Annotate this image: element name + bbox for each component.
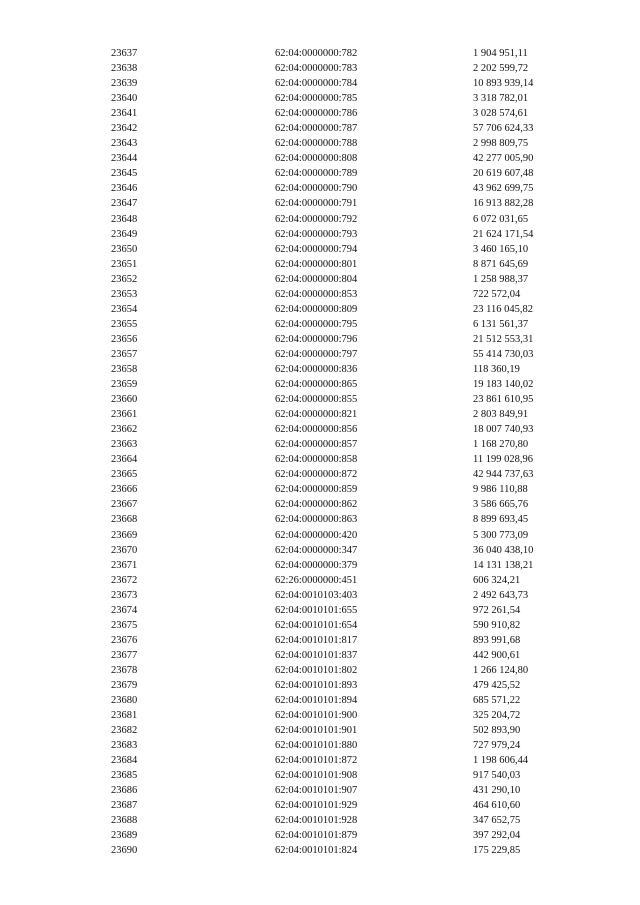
cadastral-number: 62:04:0000000:801 [275, 258, 358, 270]
cadastral-number: 62:04:0000000:836 [275, 363, 358, 375]
table-row [0, 212, 640, 227]
table-row [0, 543, 640, 558]
cadastral-value: 442 900,61 [473, 649, 521, 661]
row-number: 23690 [111, 845, 138, 857]
table-row [0, 828, 640, 843]
table-row [0, 723, 640, 738]
cadastral-value: 1 266 124,80 [473, 664, 529, 676]
cadastral-number: 62:04:0000000:796 [275, 333, 358, 345]
cadastral-number: 62:04:0000000:797 [275, 348, 358, 360]
cadastral-number: 62:04:0000000:379 [275, 559, 358, 571]
row-number: 23675 [111, 619, 138, 631]
row-number: 23679 [111, 679, 138, 691]
cadastral-number: 62:04:0000000:789 [275, 168, 358, 180]
cadastral-value: 590 910,82 [473, 619, 521, 631]
row-number: 23673 [111, 589, 138, 601]
cadastral-value: 23 861 610,95 [473, 394, 534, 406]
cadastral-number: 62:04:0010101:879 [275, 830, 358, 842]
cadastral-value: 6 072 031,65 [473, 213, 529, 225]
row-number: 23681 [111, 710, 138, 722]
row-number: 23650 [111, 243, 138, 255]
row-number: 23674 [111, 604, 138, 616]
cadastral-number: 62:04:0000000:791 [275, 198, 358, 210]
row-number: 23671 [111, 559, 138, 571]
table-row [0, 257, 640, 272]
cadastral-number: 62:04:0000000:785 [275, 93, 358, 105]
cadastral-number: 62:04:0000000:786 [275, 108, 358, 120]
table-row [0, 121, 640, 136]
table-row [0, 317, 640, 332]
cadastral-number: 62:04:0000000:787 [275, 123, 358, 135]
row-number: 23664 [111, 454, 138, 466]
cadastral-number: 62:04:0010101:929 [275, 800, 358, 812]
cadastral-value: 21 624 171,54 [473, 228, 534, 240]
cadastral-value: 685 571,22 [473, 695, 521, 707]
row-number: 23641 [111, 108, 138, 120]
cadastral-number: 62:04:0000000:783 [275, 63, 358, 75]
data-table [0, 46, 640, 859]
cadastral-value: 118 360,19 [473, 363, 520, 375]
table-row [0, 783, 640, 798]
table-row [0, 151, 640, 166]
table-row [0, 136, 640, 151]
cadastral-number: 62:04:0010101:907 [275, 785, 358, 797]
cadastral-number: 62:04:0000000:782 [275, 48, 358, 59]
row-number: 23684 [111, 755, 138, 767]
cadastral-value: 1 258 988,37 [473, 273, 529, 285]
row-number: 23668 [111, 514, 138, 526]
row-number: 23687 [111, 800, 138, 812]
cadastral-value: 502 893,90 [473, 725, 521, 737]
table-row [0, 272, 640, 287]
table-row [0, 648, 640, 663]
row-number: 23654 [111, 303, 138, 315]
row-number: 23655 [111, 318, 138, 330]
table-row [0, 392, 640, 407]
cadastral-value: 8 899 693,45 [473, 514, 529, 526]
cadastral-number: 62:04:0000000:792 [275, 213, 358, 225]
cadastral-value: 722 572,04 [473, 288, 521, 300]
row-number: 23688 [111, 815, 138, 827]
row-number: 23637 [111, 48, 138, 59]
cadastral-number: 62:04:0000000:784 [275, 78, 358, 90]
row-number: 23653 [111, 288, 138, 300]
cadastral-number: 62:04:0010101:894 [275, 695, 358, 707]
cadastral-value: 2 202 599,72 [473, 63, 529, 75]
row-number: 23660 [111, 394, 138, 406]
table-row [0, 497, 640, 512]
table-row [0, 362, 640, 377]
table-row [0, 843, 640, 858]
cadastral-value: 347 652,75 [473, 815, 521, 827]
table-row [0, 738, 640, 753]
cadastral-number: 62:04:0000000:856 [275, 424, 358, 436]
table-row [0, 452, 640, 467]
cadastral-value: 42 277 005,90 [473, 153, 534, 165]
table-row [0, 242, 640, 257]
cadastral-number: 62:04:0010101:880 [275, 740, 358, 752]
row-number: 23686 [111, 785, 138, 797]
row-number: 23652 [111, 273, 138, 285]
cadastral-value: 3 460 165,10 [473, 243, 529, 255]
cadastral-value: 325 204,72 [473, 710, 521, 722]
row-number: 23680 [111, 695, 138, 707]
cadastral-value: 16 913 882,28 [473, 198, 534, 210]
cadastral-number: 62:04:0010101:837 [275, 649, 358, 661]
table-row [0, 573, 640, 588]
row-number: 23658 [111, 363, 138, 375]
cadastral-number: 62:04:0000000:347 [275, 544, 358, 556]
table-row [0, 302, 640, 317]
row-number: 23677 [111, 649, 138, 661]
table-row [0, 768, 640, 783]
table-row [0, 753, 640, 768]
table-row [0, 693, 640, 708]
row-number: 23667 [111, 499, 138, 511]
cadastral-value: 42 944 737,63 [473, 469, 534, 481]
table-row [0, 588, 640, 603]
row-number: 23661 [111, 409, 138, 421]
table-row [0, 181, 640, 196]
row-number: 23656 [111, 333, 138, 345]
cadastral-number: 62:04:0000000:859 [275, 484, 358, 496]
table-row [0, 422, 640, 437]
cadastral-number: 62:04:0000000:804 [275, 273, 358, 285]
cadastral-number: 62:04:0000000:872 [275, 469, 358, 481]
table-row [0, 633, 640, 648]
table-row [0, 91, 640, 106]
cadastral-number: 62:04:0010101:817 [275, 634, 358, 646]
cadastral-value: 11 199 028,96 [473, 454, 533, 466]
cadastral-number: 62:04:0010101:872 [275, 755, 358, 767]
cadastral-number: 62:04:0010101:654 [275, 619, 358, 631]
row-number: 23647 [111, 198, 138, 210]
cadastral-number: 62:04:0000000:853 [275, 288, 358, 300]
row-number: 23640 [111, 93, 138, 105]
cadastral-number: 62:04:0000000:793 [275, 228, 358, 240]
cadastral-value: 55 414 730,03 [473, 348, 534, 360]
cadastral-value: 10 893 939,14 [473, 78, 534, 90]
row-number: 23669 [111, 529, 138, 541]
cadastral-value: 23 116 045,82 [473, 303, 533, 315]
row-number: 23666 [111, 484, 138, 496]
cadastral-value: 2 803 849,91 [473, 409, 529, 421]
table-row [0, 558, 640, 573]
table-row [0, 467, 640, 482]
cadastral-value: 18 007 740,93 [473, 424, 534, 436]
cadastral-value: 917 540,03 [473, 770, 521, 782]
cadastral-value: 1 904 951,11 [473, 48, 528, 59]
cadastral-value: 397 292,04 [473, 830, 521, 842]
cadastral-number: 62:04:0000000:821 [275, 409, 358, 421]
row-number: 23648 [111, 213, 138, 225]
cadastral-number: 62:04:0000000:794 [275, 243, 358, 255]
table-row [0, 227, 640, 242]
cadastral-value: 1 168 270,80 [473, 439, 529, 451]
cadastral-number: 62:04:0000000:858 [275, 454, 358, 466]
cadastral-number: 62:04:0010101:908 [275, 770, 358, 782]
table-row [0, 482, 640, 497]
row-number: 23682 [111, 725, 138, 737]
row-number: 23683 [111, 740, 138, 752]
cadastral-value: 19 183 140,02 [473, 379, 534, 391]
table-row [0, 407, 640, 422]
cadastral-value: 893 991,68 [473, 634, 521, 646]
cadastral-number: 62:04:0000000:855 [275, 394, 358, 406]
cadastral-number: 62:04:0000000:863 [275, 514, 358, 526]
row-number: 23662 [111, 424, 138, 436]
cadastral-number: 62:04:0000000:790 [275, 183, 358, 195]
table-row [0, 437, 640, 452]
table-row [0, 46, 640, 61]
cadastral-number: 62:04:0000000:808 [275, 153, 358, 165]
cadastral-number: 62:04:0010101:893 [275, 679, 358, 691]
cadastral-value: 3 586 665,76 [473, 499, 529, 511]
cadastral-number: 62:26:0000000:451 [275, 574, 358, 586]
cadastral-number: 62:04:0010101:900 [275, 710, 358, 722]
cadastral-number: 62:04:0010101:928 [275, 815, 358, 827]
table-row [0, 347, 640, 362]
row-number: 23639 [111, 78, 138, 90]
cadastral-value: 175 229,85 [473, 845, 521, 857]
cadastral-number: 62:04:0010103:403 [275, 589, 358, 601]
row-number: 23643 [111, 138, 138, 150]
row-number: 23672 [111, 574, 138, 586]
cadastral-value: 431 290,10 [473, 785, 521, 797]
cadastral-value: 464 610,60 [473, 800, 521, 812]
row-number: 23657 [111, 348, 138, 360]
cadastral-number: 62:04:0010101:824 [275, 845, 358, 857]
cadastral-number: 62:04:0000000:795 [275, 318, 358, 330]
cadastral-value: 14 131 138,21 [473, 559, 534, 571]
cadastral-number: 62:04:0000000:788 [275, 138, 358, 150]
cadastral-value: 20 619 607,48 [473, 168, 534, 180]
table-row [0, 798, 640, 813]
table-row [0, 106, 640, 121]
table-row [0, 196, 640, 211]
row-number: 23642 [111, 123, 138, 135]
table-row [0, 287, 640, 302]
table-row [0, 377, 640, 392]
table-row [0, 76, 640, 91]
table-row [0, 813, 640, 828]
table-row [0, 166, 640, 181]
row-number: 23663 [111, 439, 138, 451]
cadastral-value: 5 300 773,09 [473, 529, 529, 541]
cadastral-value: 36 040 438,10 [473, 544, 534, 556]
table-row [0, 618, 640, 633]
table-row [0, 663, 640, 678]
cadastral-number: 62:04:0000000:862 [275, 499, 358, 511]
cadastral-value: 43 962 699,75 [473, 183, 534, 195]
cadastral-value: 3 318 782,01 [473, 93, 529, 105]
row-number: 23651 [111, 258, 138, 270]
cadastral-value: 8 871 645,69 [473, 258, 529, 270]
table-row [0, 678, 640, 693]
table-row [0, 61, 640, 76]
cadastral-value: 6 131 561,37 [473, 318, 529, 330]
row-number: 23645 [111, 168, 138, 180]
row-number: 23670 [111, 544, 138, 556]
row-number: 23659 [111, 379, 138, 391]
row-number: 23689 [111, 830, 138, 842]
row-number: 23665 [111, 469, 138, 481]
table-row [0, 603, 640, 618]
row-number: 23685 [111, 770, 138, 782]
cadastral-value: 9 986 110,88 [473, 484, 528, 496]
table-row [0, 708, 640, 723]
cadastral-value: 606 324,21 [473, 574, 521, 586]
cadastral-number: 62:04:0010101:802 [275, 664, 358, 676]
row-number: 23638 [111, 63, 138, 75]
cadastral-value: 2 492 643,73 [473, 589, 529, 601]
cadastral-value: 2 998 809,75 [473, 138, 529, 150]
cadastral-value: 3 028 574,61 [473, 108, 529, 120]
cadastral-value: 1 198 606,44 [473, 755, 529, 767]
row-number: 23678 [111, 664, 138, 676]
table-row [0, 512, 640, 527]
cadastral-value: 21 512 553,31 [473, 333, 534, 345]
cadastral-number: 62:04:0010101:901 [275, 725, 358, 737]
row-number: 23676 [111, 634, 138, 646]
row-number: 23649 [111, 228, 138, 240]
table-row [0, 528, 640, 543]
cadastral-number: 62:04:0000000:809 [275, 303, 358, 315]
cadastral-number: 62:04:0000000:865 [275, 379, 358, 391]
cadastral-value: 479 425,52 [473, 679, 521, 691]
cadastral-value: 727 979,24 [473, 740, 521, 752]
table-row [0, 332, 640, 347]
row-number: 23646 [111, 183, 138, 195]
cadastral-number: 62:04:0010101:655 [275, 604, 358, 616]
cadastral-number: 62:04:0000000:420 [275, 529, 358, 541]
cadastral-value: 57 706 624,33 [473, 123, 534, 135]
cadastral-number: 62:04:0000000:857 [275, 439, 358, 451]
row-number: 23644 [111, 153, 138, 165]
cadastral-value: 972 261,54 [473, 604, 521, 616]
